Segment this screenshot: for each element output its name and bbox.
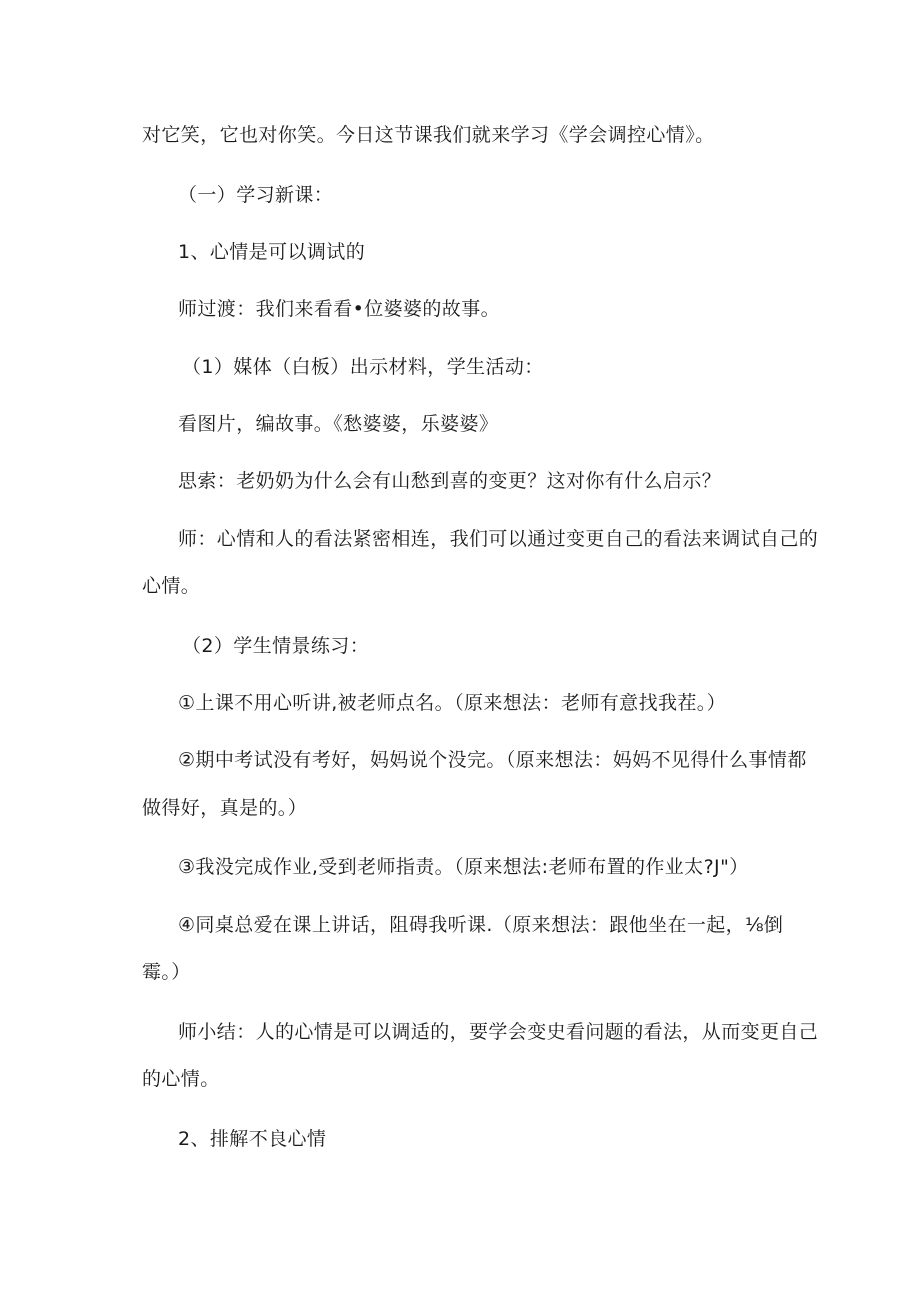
section-heading: （一）学习新课： [178, 184, 334, 206]
paragraph-line: 心情。 [142, 575, 201, 597]
step-heading: （1）媒体（白板）出示材料，学生活动： [182, 356, 544, 378]
list-item: ②期中考试没有考好，妈妈说个没完。（原来想法：妈妈不见得什么事情都 [178, 749, 807, 771]
paragraph-line: 师小结：人的心情是可以调适的，要学会变史看问题的看法，从而变更自己 [178, 1021, 819, 1043]
paragraph: 思索：老奶奶为什么会有山愁到喜的变更？这对你有什么启示？ [178, 470, 722, 492]
paragraph: 师过渡：我们来看看•位婆婆的故事。 [178, 298, 501, 320]
list-item-continuation: 霉。） [142, 961, 191, 983]
list-item: ④同桌总爱在课上讲话，阻碍我听课.（原来想法：跟他坐在一起，⅛倒 [178, 914, 784, 936]
list-item-continuation: 做得好，真是的。） [142, 797, 308, 819]
list-item: ③我没完成作业,受到老师指责。（原来想法:老师布置的作业太?J"） [178, 856, 749, 878]
subsection-heading: 2、排解不良心情 [178, 1128, 327, 1150]
list-item: ①上课不用心听讲,被老师点名。（原来想法：老师有意找我茬。） [178, 692, 727, 714]
paragraph-line: 的心情。 [142, 1068, 220, 1090]
paragraph-continuation: 对它笑，它也对你笑。今日这节课我们就来学习《学会调控心情》。 [142, 124, 715, 146]
step-heading: （2）学生情景练习： [182, 635, 370, 657]
subsection-heading: 1、心情是可以调试的 [178, 241, 366, 263]
paragraph-line: 师：心情和人的看法紧密相连，我们可以通过变更自己的看法来调试自己的 [178, 528, 819, 550]
paragraph: 看图片，编故事。《愁婆婆，乐婆婆》 [178, 413, 499, 435]
